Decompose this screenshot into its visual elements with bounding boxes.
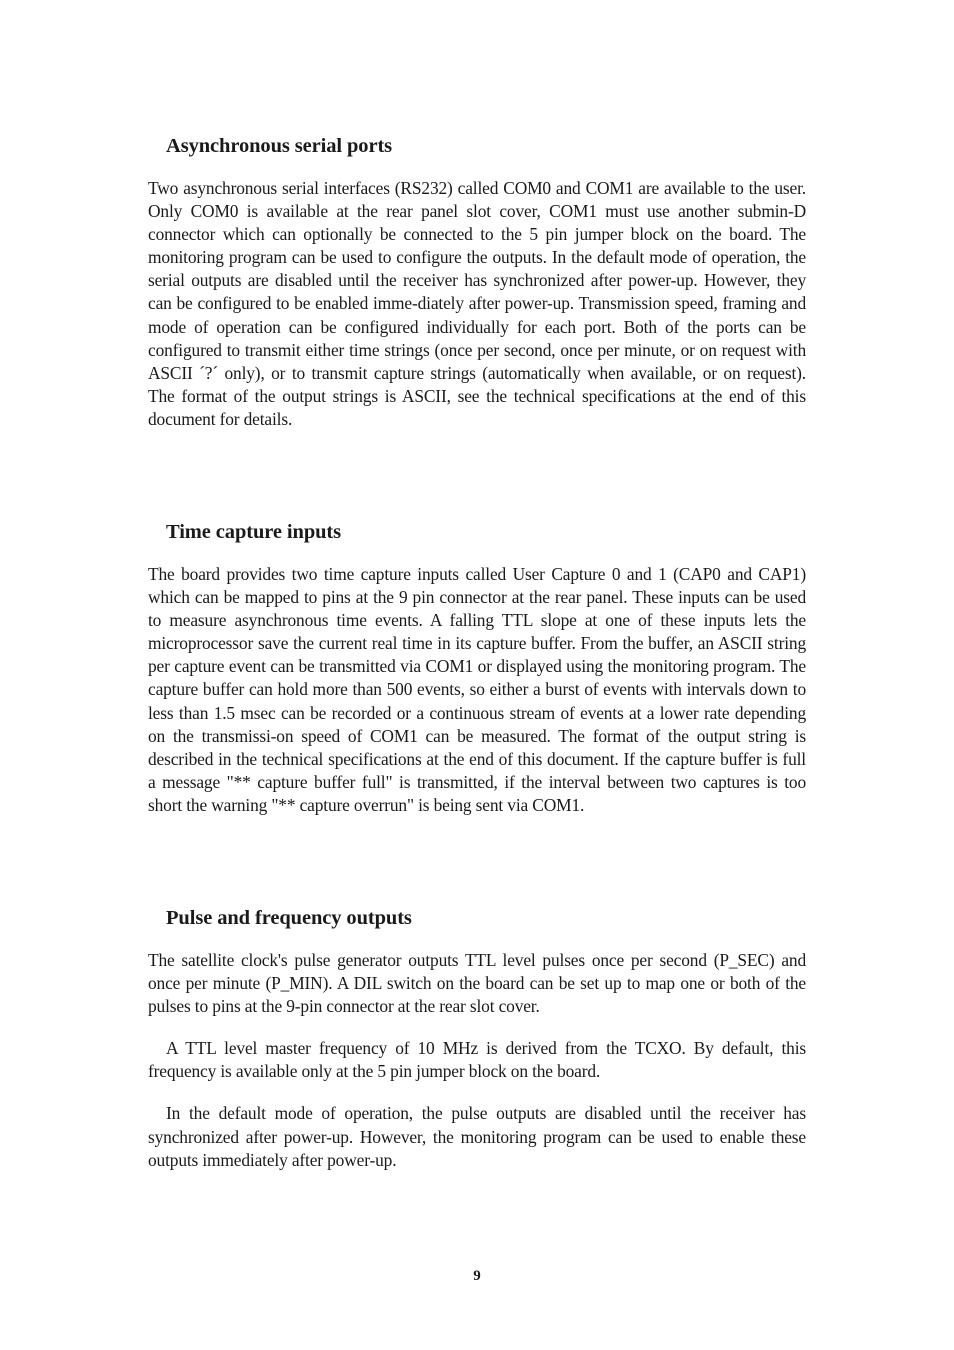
section-paragraph: Two asynchronous serial interfaces (RS232) called COM0 and COM1 are available to the user. Only COM0 is available at the rear panel slot cover, COM1 must use another submin-D connector which can optionally be connected to the 5 pin jumper block on the board. The monitoring program can be used to configure the outputs. In the default mode of operation, the serial outputs are disabled until the receiver has synchronized after power-up. However, they can be configured to be enabled imme-diately after power-up. Transmission speed, framing and mode of operation can be configured individually for each port. Both of the ports can be configured to transmit either time strings (once per second, once per minute, or on request with ASCII ´?´ only), or to transmit capture strings (automatically when available, or on request). The format of the output strings is ASCII, see the technical specifications at the end of this document for details. [148, 178, 806, 429]
section-paragraph: In the default mode of operation, the pulse outputs are disabled until the receiver has synchronized after power-up. However, the monitoring program can be used to enable these outputs immediately after power-up. [148, 1103, 806, 1170]
section-paragraph: The board provides two time capture inputs called User Capture 0 and 1 (CAP0 and CAP1) which can be mapped to pins at the 9 pin connector at the rear panel. These inputs can be used to measure asynchronous time events. A falling TTL slope at one of these inputs lets the microprocessor save the current real time in its capture buffer. From the buffer, an ASCII string per capture event can be transmitted via COM1 or displayed using the monitoring program. The capture buffer can hold more than 500 events, so either a burst of events with intervals down to less than 1.5 msec can be recorded or a continuous stream of events at a lower rate depending on the transmissi-on speed of COM1 can be measured. The format of the output string is described in the technical specifications at the end of this document. If the capture buffer is full a message "** capture buffer full" is transmitted, if the interval between two captures is too short the warning "** capture overrun" is being sent via COM1. [148, 564, 806, 815]
section-heading: Pulse and frequency outputs [166, 907, 412, 929]
section-asynchronous-serial-ports [148, 134, 806, 431]
section-heading: Time capture inputs [166, 521, 342, 543]
section-paragraph: A TTL level master frequency of 10 MHz is derived from the TCXO. By default, this frequency is available only at the 5 pin jumper block on the board. [148, 1038, 806, 1082]
section-time-capture-inputs [148, 520, 806, 817]
section-heading: Asynchronous serial ports [166, 135, 393, 157]
page-number: 9 [473, 1268, 481, 1284]
section-pulse-and-frequency-outputs [148, 906, 806, 1172]
section-paragraph: The satellite clock's pulse generator outputs TTL level pulses once per second (P_SEC) and once per minute (P_MIN). A DIL switch on the board can be set up to map one or both of the pulses to pins at the 9-pin connector at the rear slot cover. [148, 950, 806, 1017]
